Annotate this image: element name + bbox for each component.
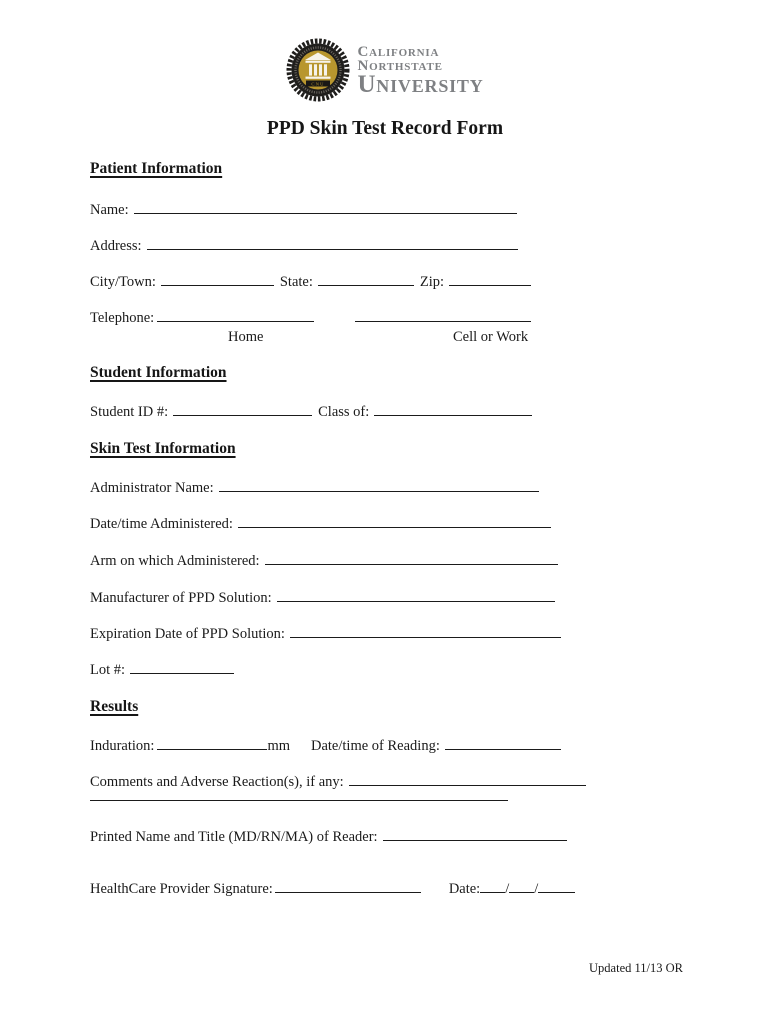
expiration-date-row <box>90 625 561 643</box>
student-id-blank-line <box>173 403 312 416</box>
lot-number-row <box>90 661 234 679</box>
address-field-row <box>90 237 518 255</box>
wordmark-line2: Northstate <box>357 57 443 74</box>
university-seal-icon <box>286 38 350 102</box>
datetime-administered-row <box>90 515 551 533</box>
administrator-name-label: Administrator Name: <box>90 480 214 496</box>
reading-blank-line <box>445 737 561 750</box>
date-year-blank <box>538 880 575 893</box>
date-label: Date: <box>448 881 481 897</box>
induration-row <box>90 737 561 755</box>
expiration-date-blank-line <box>290 625 561 638</box>
mm-unit-label: mm <box>267 738 290 754</box>
comments-continuation-blank-line <box>90 788 508 801</box>
reading-label: Date/time of Reading: <box>311 738 440 754</box>
expiration-date-label: Expiration Date of PPD Solution: <box>90 626 285 642</box>
datetime-administered-blank-line <box>238 515 551 528</box>
telephone-cell-blank-line <box>355 309 531 322</box>
comments-continuation-row <box>90 788 508 806</box>
printed-name-blank-line <box>383 828 567 841</box>
form-title: PPD Skin Test Record Form <box>266 118 504 139</box>
university-wordmark <box>357 45 483 96</box>
home-caption: Home <box>228 329 264 345</box>
state-label: State: <box>279 274 313 290</box>
student-id-label: Student ID #: <box>90 404 169 420</box>
telephone-field-row <box>90 309 531 327</box>
comments-blank-line <box>349 773 586 786</box>
signature-label: HealthCare Provider Signature: <box>90 881 273 897</box>
signature-date-row <box>90 880 575 898</box>
seal-banner-text: CNU <box>311 81 326 87</box>
address-blank-line <box>147 237 518 250</box>
name-field-row <box>90 201 517 219</box>
lot-number-blank-line <box>130 661 234 674</box>
comments-label: Comments and Adverse Reaction(s), if any: <box>90 774 344 790</box>
cell-or-work-caption: Cell or Work <box>453 329 529 345</box>
date-separator-2: / <box>534 881 539 897</box>
university-logo <box>0 38 770 102</box>
wordmark-line1: California <box>357 43 440 60</box>
name-blank-line <box>134 201 517 214</box>
printed-name-row <box>90 828 567 846</box>
telephone-label: Telephone: <box>90 310 155 326</box>
state-blank-line <box>318 273 414 286</box>
lot-number-label: Lot #: <box>90 662 126 678</box>
administrator-name-row <box>90 479 539 497</box>
datetime-administered-label: Date/time Administered: <box>90 516 233 532</box>
date-day-blank <box>509 880 534 893</box>
name-label: Name: <box>90 202 129 218</box>
induration-blank-line <box>157 737 267 750</box>
induration-label: Induration: <box>90 738 155 754</box>
skin-test-information-heading: Skin Test Information <box>90 440 236 457</box>
patient-information-heading: Patient Information <box>90 160 223 177</box>
administrator-name-blank-line <box>219 479 539 492</box>
arm-administered-row <box>90 552 558 570</box>
date-separator-1: / <box>505 881 510 897</box>
updated-footer-note: Updated 11/13 OR <box>589 961 683 975</box>
class-of-blank-line <box>374 403 532 416</box>
date-month-blank <box>480 880 505 893</box>
city-state-zip-row <box>90 273 531 291</box>
manufacturer-row <box>90 589 555 607</box>
results-heading: Results <box>90 698 139 715</box>
city-blank-line <box>161 273 274 286</box>
manufacturer-blank-line <box>277 589 555 602</box>
student-information-heading: Student Information <box>90 364 227 381</box>
manufacturer-label: Manufacturer of PPD Solution: <box>90 590 272 606</box>
student-id-row <box>90 403 532 421</box>
address-label: Address: <box>90 238 142 254</box>
printed-name-label: Printed Name and Title (MD/RN/MA) of Reader: <box>90 829 378 845</box>
telephone-home-blank-line <box>157 309 314 322</box>
arm-administered-blank-line <box>265 552 558 565</box>
zip-blank-line <box>449 273 531 286</box>
city-label: City/Town: <box>90 274 156 290</box>
zip-label: Zip: <box>419 274 445 290</box>
class-of-label: Class of: <box>318 404 370 420</box>
arm-administered-label: Arm on which Administered: <box>90 553 260 569</box>
wordmark-line3: University <box>357 70 484 98</box>
signature-blank-line <box>275 880 421 893</box>
